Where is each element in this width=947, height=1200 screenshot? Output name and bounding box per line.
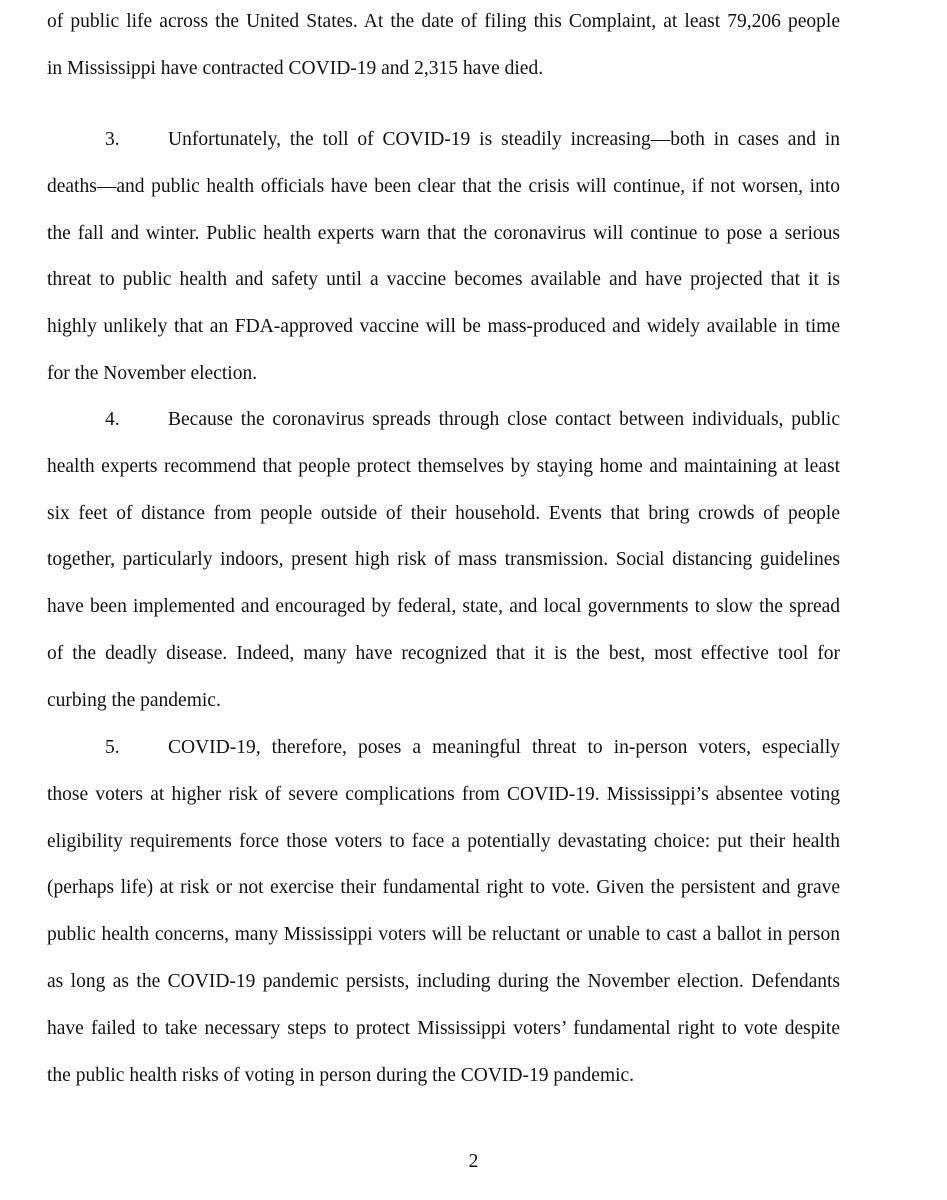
paragraph-line: [47, 970, 840, 994]
line-text: the fall and winter. Public health experts warn that the coronavirus will continue to pose a serious: [47, 222, 840, 244]
line-text: deaths—and public health officials have been clear that the crisis will continue, if not worsen, into: [47, 175, 840, 197]
line-text: COVID-19, therefore, poses a meaningful threat to in-person voters, especially: [168, 737, 840, 758]
line-text: of public life across the United States. At the date of filing this Complaint, at least 79,206 people: [47, 11, 840, 32]
paragraph-line: [47, 642, 840, 666]
paragraph-line: [47, 502, 840, 526]
line-text: public health concerns, many Mississippi voters will be reluctant or unable to cast a ballot in person: [47, 924, 840, 946]
line-text: Unfortunately, the toll of COVID-19 is steadily increasing—both in cases and in: [168, 129, 840, 150]
line-text: those voters at higher risk of severe complications from COVID-19. Mississippi’s absentee voting: [47, 783, 840, 805]
paragraph-number: 5.: [105, 737, 120, 758]
line-text: curbing the pandemic.: [47, 689, 221, 711]
paragraph-line: [47, 876, 840, 900]
line-text: together, particularly indoors, present high risk of mass transmission. Social distancing guidelines: [47, 549, 840, 571]
paragraph-line: [47, 455, 840, 479]
line-text: highly unlikely that an FDA-approved vaccine will be mass-produced and widely available in time: [47, 316, 840, 338]
paragraph-line: [47, 268, 840, 292]
line-text: (perhaps life) at risk or not exercise their fundamental right to vote. Given the persistent and grave: [47, 877, 840, 899]
paragraph-line: [105, 736, 840, 760]
line-text: the public health risks of voting in person during the COVID-19 pandemic.: [47, 1064, 635, 1086]
line-text: as long as the COVID-19 pandemic persists, including during the November election. Defendants: [47, 971, 840, 992]
line-text: threat to public health and safety until a vaccine becomes available and have projected that it is: [47, 269, 840, 291]
paragraph-line: [47, 315, 840, 339]
paragraph-line: [47, 10, 840, 34]
paragraph-line: [47, 57, 840, 81]
line-text: Because the coronavirus spreads through close contact between individuals, public: [168, 409, 840, 430]
line-text: health experts recommend that people protect themselves by staying home and maintaining at least: [47, 455, 840, 477]
line-text: have been implemented and encouraged by federal, state, and local governments to slow the spread: [47, 596, 840, 618]
line-text: for the November election.: [47, 363, 258, 384]
paragraph-line: [47, 783, 840, 807]
page-number: 2: [468, 1151, 479, 1172]
paragraph-number: 3.: [105, 129, 120, 150]
paragraph-number: 4.: [105, 409, 120, 430]
paragraph-line: [47, 362, 840, 386]
line-text: of the deadly disease. Indeed, many have recognized that it is the best, most effective tool for: [47, 643, 840, 664]
paragraph-line: [47, 548, 840, 572]
paragraph-line: [105, 128, 840, 152]
paragraph-line: [47, 1064, 840, 1088]
line-text: eligibility requirements force those voters to face a potentially devastating choice: put their health: [47, 830, 840, 852]
line-text: six feet of distance from people outside of their household. Events that bring crowds of people: [47, 502, 840, 524]
paragraph-line: [47, 923, 840, 947]
line-text: in Mississippi have contracted COVID-19 and 2,315 have died.: [47, 57, 544, 79]
paragraph-line: [47, 689, 840, 713]
line-text: have failed to take necessary steps to protect Mississippi voters’ fundamental right to vote despite: [47, 1017, 840, 1039]
paragraph-line: [47, 595, 840, 619]
paragraph-line: [105, 408, 840, 432]
paragraph-line: [47, 222, 840, 246]
paragraph-line: [47, 1017, 840, 1041]
paragraph-line: [47, 175, 840, 199]
paragraph-line: [47, 830, 840, 854]
